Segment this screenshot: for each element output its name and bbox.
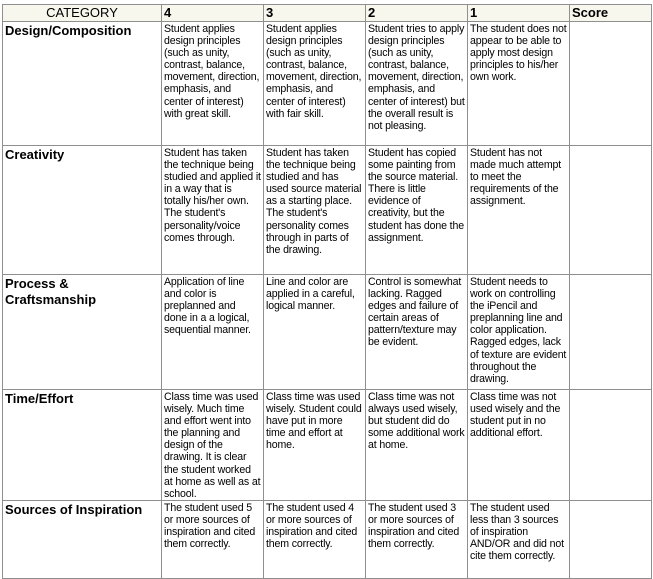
header-category: CATEGORY: [3, 5, 162, 22]
category-label: Sources of Inspiration: [3, 500, 162, 578]
row-sources-of-inspiration: [3, 500, 652, 578]
score-cell: [570, 390, 652, 501]
header-level-2: 2: [366, 5, 468, 22]
header-row: [3, 5, 652, 22]
criterion-cell: Student has taken the technique being studied and applied it in a way that is totally his/her own. The student's personality/voice comes through.: [162, 146, 264, 275]
criterion-cell: The student used less than 3 sources of inspiration AND/OR and did not cite them correctly.: [468, 500, 570, 578]
criterion-cell: Class time was used wisely. Student could have put in more time and effort at home.: [264, 390, 366, 501]
criterion-cell: The student used 3 or more sources of inspiration and cited them correctly.: [366, 500, 468, 578]
criterion-cell: Class time was not used wisely and the student put in no additional effort.: [468, 390, 570, 501]
criterion-cell: Line and color are applied in a careful, logical manner.: [264, 275, 366, 390]
criterion-cell: Control is somewhat lacking. Ragged edges and failure of certain areas of pattern/texture may be evident.: [366, 275, 468, 390]
score-cell: [570, 146, 652, 275]
criterion-cell: Student has copied some painting from the source material. There is little evidence of creativity, but the student has done the assignment.: [366, 146, 468, 275]
header-level-3: 3: [264, 5, 366, 22]
criterion-cell: Student applies design principles (such as unity, contrast, balance, movement, direction, emphasis, and center of interest) with great skill.: [162, 22, 264, 146]
rubric-table: [2, 4, 652, 579]
row-creativity: [3, 146, 652, 275]
row-time-effort: [3, 390, 652, 501]
score-cell: [570, 500, 652, 578]
criterion-cell: Application of line and color is preplanned and done in a a logical, sequential manner.: [162, 275, 264, 390]
criterion-cell: The student used 4 or more sources of inspiration and cited them correctly.: [264, 500, 366, 578]
row-design-composition: [3, 22, 652, 146]
category-label: Time/Effort: [3, 390, 162, 501]
header-level-4: 4: [162, 5, 264, 22]
header-score: Score: [570, 5, 652, 22]
criterion-cell: The student used 5 or more sources of inspiration and cited them correctly.: [162, 500, 264, 578]
category-label: Creativity: [3, 146, 162, 275]
criterion-cell: Student has taken the technique being studied and has used source material as a starting place. The student's personality comes through in parts of the drawing.: [264, 146, 366, 275]
criterion-cell: Student needs to work on controlling the iPencil and preplanning line and color application. Ragged edges, lack of texture are evident throughout the drawing.: [468, 275, 570, 390]
criterion-cell: Class time was not always used wisely, but student did do some additional work at home.: [366, 390, 468, 501]
criterion-cell: The student does not appear to be able to apply most design principles to his/her own work.: [468, 22, 570, 146]
criterion-cell: Student applies design principles (such as unity, contrast, balance, movement, direction, emphasis, and center of interest) with fair skill.: [264, 22, 366, 146]
criterion-cell: Student has not made much attempt to meet the requirements of the assignment.: [468, 146, 570, 275]
category-label: Process & Craftsmanship: [3, 275, 162, 390]
category-label: Design/Composition: [3, 22, 162, 146]
score-cell: [570, 22, 652, 146]
criterion-cell: Student tries to apply design principles (such as unity, contrast, balance, movement, direction, emphasis, and center of interest) but the overall result is not pleasing.: [366, 22, 468, 146]
criterion-cell: Class time was used wisely. Much time and effort went into the planning and design of the drawing. It is clear the student worked at home as well as at school.: [162, 390, 264, 501]
row-process-craftsmanship: [3, 275, 652, 390]
header-level-1: 1: [468, 5, 570, 22]
score-cell: [570, 275, 652, 390]
